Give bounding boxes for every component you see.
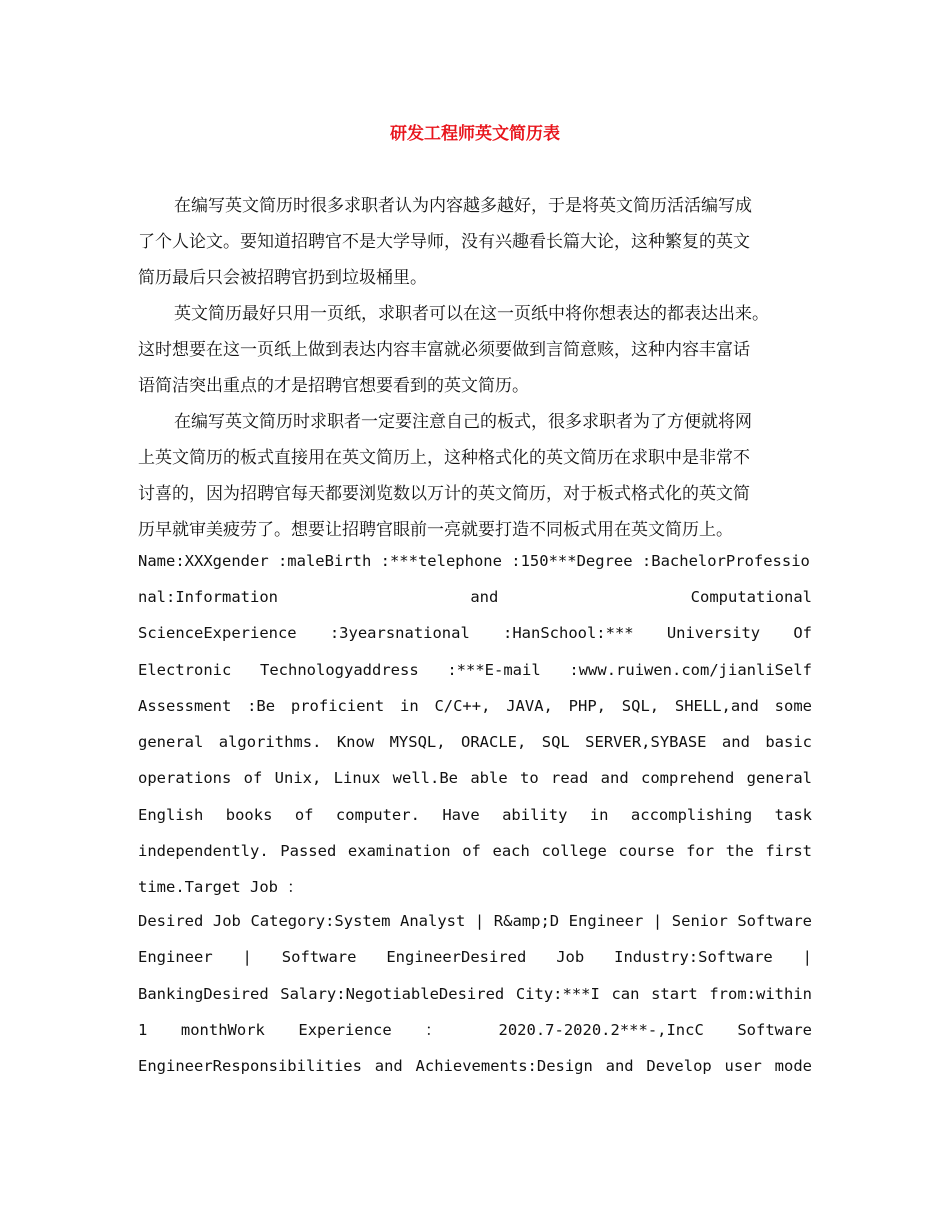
resume-line: EngineerResponsibilities and Achievements:Design and Develop user mode (138, 1057, 812, 1075)
resume-line: ScienceExperience :3yearsnational :HanSchool:*** University Of (138, 624, 812, 642)
resume-line: Electronic Technologyaddress :***E-mail :www.ruiwen.com/jianliSelf (138, 661, 812, 679)
resume-line: time.Target Job ： (138, 878, 303, 896)
resume-line: operations of Unix, Linux well.Be able to read and comprehend general (138, 769, 812, 787)
document-title: 研发工程师英文简历表 (390, 124, 560, 144)
resume-line: Name:XXXgender :maleBirth :***telephone :150***Degree :BachelorProfessio (138, 552, 810, 570)
paragraph-line: 英文简历最好只用一页纸，求职者可以在这一页纸中将你想表达的都表达出来。 (174, 304, 769, 324)
resume-line: Desired Job Category:System Analyst | R&amp;D Engineer | Senior Software (138, 912, 812, 930)
resume-line: 1 monthWork Experience ： 2020.7-2020.2***-,IncC Software (138, 1021, 812, 1039)
paragraph-line: 简历最后只会被招聘官扔到垃圾桶里。 (138, 268, 427, 288)
resume-line: English books of computer. Have ability in accomplishing task (138, 806, 812, 824)
resume-line: Assessment :Be proficient in C/C++, JAVA, PHP, SQL, SHELL,and some (138, 697, 812, 715)
paragraph-line: 在编写英文简历时很多求职者认为内容越多越好，于是将英文简历活活编写成 (174, 196, 752, 216)
paragraph-line: 讨喜的，因为招聘官每天都要浏览数以万计的英文简历，对于板式格式化的英文简 (138, 484, 750, 504)
resume-line: independently. Passed examination of each college course for the first (138, 842, 812, 860)
paragraph-line: 语简洁突出重点的才是招聘官想要看到的英文简历。 (138, 376, 529, 396)
resume-line: BankingDesired Salary:NegotiableDesired City:***I can start from:within (138, 985, 812, 1003)
paragraph-line: 上英文简历的板式直接用在英文简历上，这种格式化的英文简历在求职中是非常不 (138, 448, 750, 468)
resume-line: Engineer | Software EngineerDesired Job Industry:Software | (138, 948, 812, 966)
resume-line: general algorithms. Know MYSQL, ORACLE, SQL SERVER,SYBASE and basic (138, 733, 812, 751)
paragraph-line: 了个人论文。要知道招聘官不是大学导师，没有兴趣看长篇大论，这种繁复的英文 (138, 232, 750, 252)
paragraph-line: 在编写英文简历时求职者一定要注意自己的板式，很多求职者为了方便就将网 (174, 412, 752, 432)
paragraph-line: 这时想要在这一页纸上做到表达内容丰富就必须要做到言简意赅，这种内容丰富话 (138, 340, 750, 360)
resume-line: nal:Information and Computational (138, 588, 812, 606)
paragraph-line: 历早就审美疲劳了。想要让招聘官眼前一亮就要打造不同板式用在英文简历上。 (138, 520, 733, 540)
